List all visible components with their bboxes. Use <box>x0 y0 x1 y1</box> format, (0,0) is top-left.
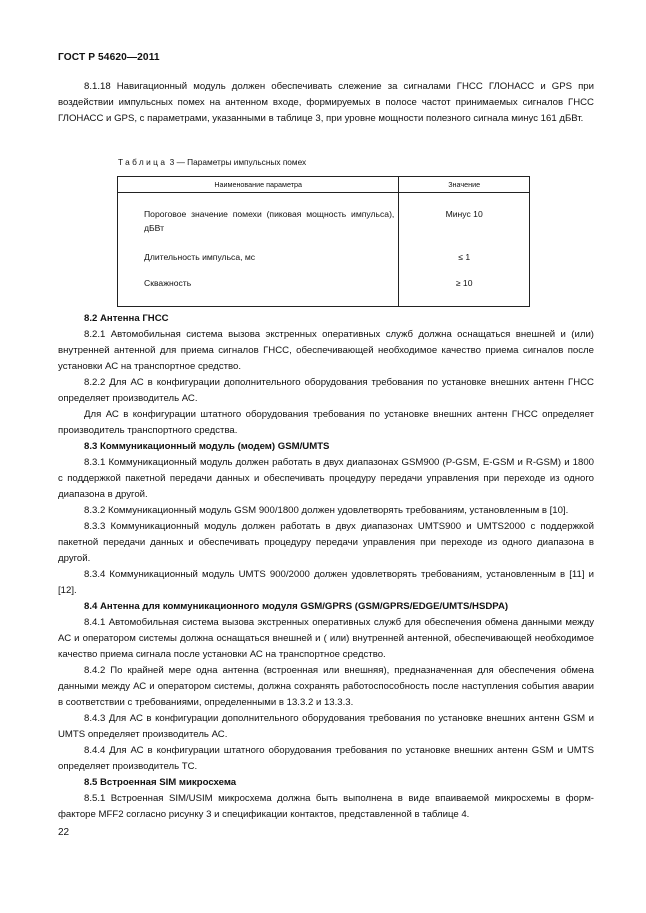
table-cell-name: Длительность импульса, мс <box>118 242 399 270</box>
table-cell-value: ≥ 10 <box>399 270 530 307</box>
standard-header: ГОСТ Р 54620—2011 <box>58 52 160 63</box>
paragraph-8-4-2: 8.4.2 По крайней мере одна антенна (встроенная или внешняя), предназначенная для обеспечения обмена данными между АС и оператором системы, должна сохранять работоспособность после наступления события аварии в соответствии с требованиями, определенными в 13.3.2 и 13.3.3. <box>58 665 594 708</box>
paragraph-8-4-1: 8.4.1 Автомобильная система вызова экстренных оперативных служб для обеспечения обмена данными между АС и оператором системы должна оснащаться внешней и ( или) внутренней антенной, обеспечивающей необходимое качество приема сигнала после установки АС на транспортное средство. <box>58 617 594 660</box>
table-cell-name: Пороговое значение помехи (пиковая мощность импульса), дБВт <box>118 193 399 243</box>
paragraph-8-3-3: 8.3.3 Коммуникационный модуль должен работать в двух диапазонах UMTS900 и UMTS2000 с поддержкой пакетной передачи данных и обеспечивать процедуру передачи управления при переходе из одного диапазона в другой. <box>58 521 594 564</box>
intro-block <box>58 79 594 127</box>
paragraph-8-5-1: 8.5.1 Встроенная SIM/USIM микросхема должна быть выполнена в виде впаиваемой микросхемы в форм-факторе MFF2 согласно рисунку 3 и спецификации контактов, представленной в таблице 4. <box>58 793 594 820</box>
paragraph-8-4-4: 8.4.4 Для АС в конфигурации штатного оборудования требования по установке внешних антенн GSM и UMTS определяет производитель ТС. <box>58 745 594 772</box>
paragraph-8-2-2-b: Для АС в конфигурации штатного оборудования требования по установке внешних антенн ГНСС определяет производитель транспортного средства. <box>58 409 594 436</box>
table-cell-value: Минус 10 <box>399 193 530 243</box>
table-row <box>118 270 530 307</box>
table-cell-name: Скважность <box>118 270 399 307</box>
table-header-row <box>118 177 530 193</box>
section-heading-8-3: 8.3 Коммуникационный модуль (модем) GSM/UMTS <box>84 441 330 452</box>
paragraph-8-3-2: 8.3.2 Коммуникационный модуль GSM 900/1800 должен удовлетворять требованиям, установленным в [10]. <box>84 505 569 516</box>
page-number: 22 <box>58 827 70 838</box>
table-caption-text: 3 — Параметры импульсных помех <box>169 157 307 167</box>
section-heading-8-4: 8.4 Антенна для коммуникационного модуля GSM/GPRS (GSM/GPRS/EDGE/UMTS/HSDPA) <box>84 601 509 612</box>
table-cell-value: ≤ 1 <box>399 242 530 270</box>
table-caption <box>118 157 306 167</box>
column-header-value: Значение <box>399 177 530 193</box>
paragraph-8-1-18: 8.1.18 Навигационный модуль должен обеспечивать слежение за сигналами ГНСС ГЛОНАСС и GPS при воздействии импульсных помех на антенном входе, формируемых в полосе частот принимаемых сигналов ГНСС ГЛОНАСС и GPS, с параметрами, указанными в таблице 3, при уровне мощности полезного сигнала минус 161 дБВт. <box>58 81 594 124</box>
paragraph-8-3-1: 8.3.1 Коммуникационный модуль должен работать в двух диапазонах GSM900 (P-GSM, E-GSM и R-GSM) и 1800 с поддержкой пакетной передачи данных и обеспечивать процедуру передачи управления при переходе из одного диапазона в другой. <box>58 457 594 500</box>
table-row <box>118 242 530 270</box>
paragraph-8-2-2: 8.2.2 Для АС в конфигурации дополнительного оборудования требования по установке внешних антенн ГНСС определяет производитель АС. <box>58 377 594 404</box>
column-header-name: Наименование параметра <box>118 177 399 193</box>
section-heading-8-2: 8.2 Антенна ГНСС <box>84 313 169 324</box>
paragraph-8-2-1: 8.2.1 Автомобильная система вызова экстренных оперативных служб должна оснащаться внешней и (или) внутренней антенной для приема сигналов ГНСС, обеспечивающей необходимое качество приема сигналов после установки АС на транспортное средство. <box>58 329 594 372</box>
table-caption-prefix: Таблица <box>118 157 168 167</box>
section-heading-8-5: 8.5 Встроенная SIM микросхема <box>84 777 237 788</box>
body-text <box>58 311 594 823</box>
parameters-table <box>117 176 530 307</box>
paragraph-8-3-4: 8.3.4 Коммуникационный модуль UMTS 900/2000 должен удовлетворять требованиям, установленным в [11] и [12]. <box>58 569 594 596</box>
table-row <box>118 193 530 243</box>
paragraph-8-4-3: 8.4.3 Для АС в конфигурации дополнительного оборудования требования по установке внешних антенн GSM и UMTS определяет производитель АС. <box>58 713 594 740</box>
